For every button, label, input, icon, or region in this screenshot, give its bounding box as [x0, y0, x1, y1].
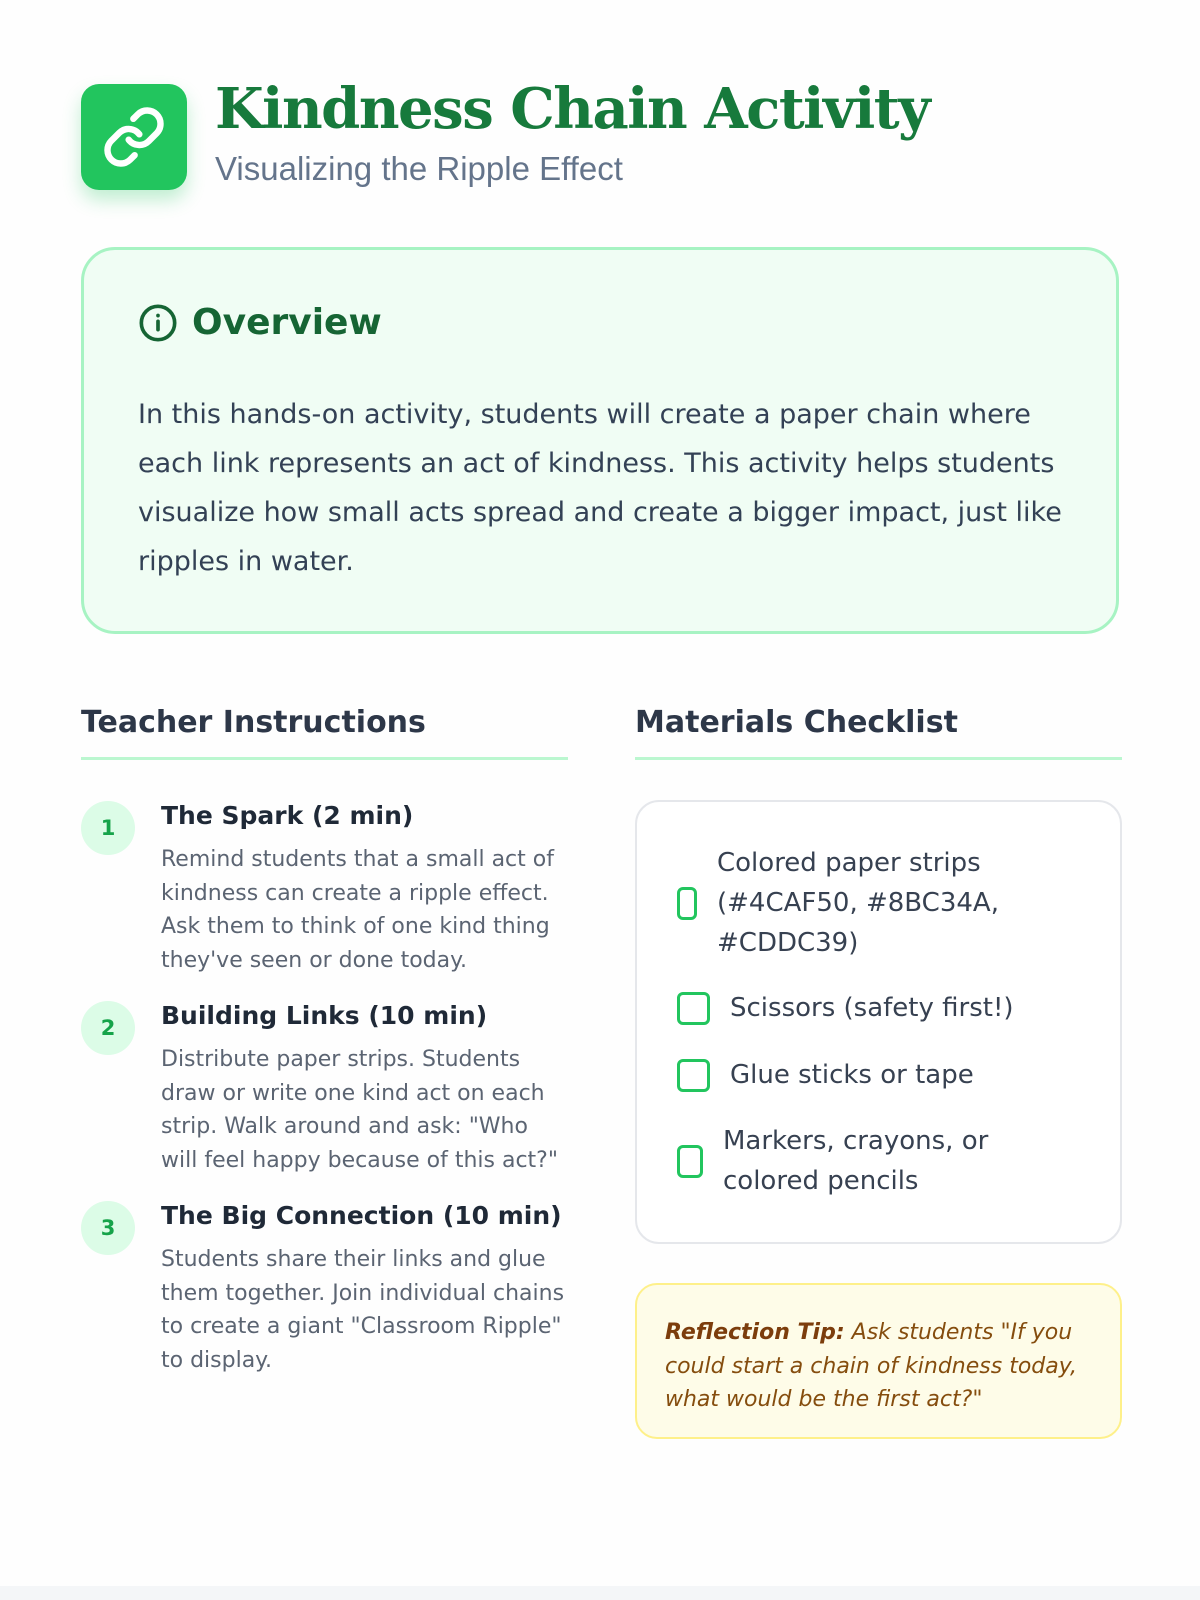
checklist-item-label: Markers, crayons, or colored pencils [723, 1126, 989, 1196]
checklist-item-label: Colored paper strips (#4CAF50, #8BC34A, #CDDC39) [717, 848, 999, 958]
overview-header [138, 302, 382, 343]
step-description: Remind students that a small act of kindness can create a ripple effect. Ask them to think of one kind thing they've seen or done today. [161, 847, 554, 973]
tip-label: Reflection Tip: [665, 1320, 845, 1345]
checklist-item[interactable] [677, 1055, 974, 1095]
overview-text: In this hands-on activity, students will create a paper chain where each link represents an act of kindness. This activity helps students visualize how small acts spread and create a bigger impact, just like ripples in water. [138, 399, 1062, 577]
step-number-badge: 3 [81, 1201, 135, 1255]
checkbox[interactable] [677, 1145, 703, 1178]
checkbox[interactable] [677, 887, 697, 920]
checklist-item-label: Scissors (safety first!) [730, 993, 1014, 1023]
bottom-strip [0, 1586, 1200, 1600]
overview-card [81, 247, 1119, 634]
checklist-item[interactable] [677, 1121, 1023, 1201]
step-description: Students share their links and glue them together. Join individual chains to create a giant "Classroom Ripple" to display. [161, 1247, 565, 1373]
materials-checklist-card [635, 800, 1122, 1244]
step-title: The Spark (2 min) [161, 801, 414, 830]
checklist-item[interactable] [677, 988, 1014, 1028]
checkbox[interactable] [677, 1059, 710, 1092]
step-number-badge: 2 [81, 1001, 135, 1055]
checklist-item-label: Glue sticks or tape [730, 1060, 974, 1090]
page-subtitle: Visualizing the Ripple Effect [215, 150, 623, 187]
checkbox[interactable] [677, 992, 710, 1025]
reflection-tip [635, 1283, 1122, 1439]
step-description: Distribute paper strips. Students draw or write one kind act on each strip. Walk around and ask: "Who will feel happy because of this act?" [161, 1047, 558, 1173]
logo-tile [81, 84, 187, 190]
instructions-heading: Teacher Instructions [81, 705, 568, 760]
materials-heading: Materials Checklist [635, 705, 1122, 760]
tip-text: Ask students "If you could start a chain of kindness today, what would be the first act?" [665, 1320, 1078, 1412]
checklist-item[interactable] [677, 843, 1017, 963]
step-title: The Big Connection (10 min) [161, 1201, 562, 1230]
link-icon [102, 105, 166, 169]
step-title: Building Links (10 min) [161, 1001, 488, 1030]
info-icon [138, 303, 178, 343]
step-number-badge: 1 [81, 801, 135, 855]
page-title: Kindness Chain Activity [215, 76, 930, 142]
overview-title: Overview [192, 302, 382, 343]
